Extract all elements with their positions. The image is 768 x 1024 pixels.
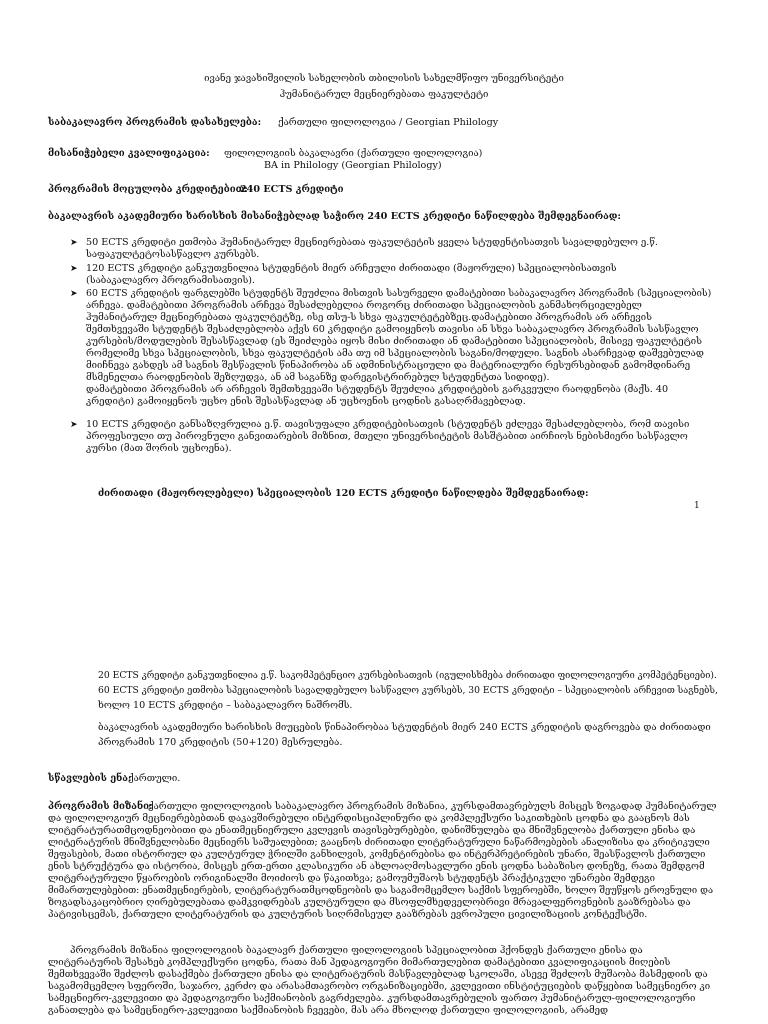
- faculty-name: ჰუმანიტარულ მეცნიერებათა ფაკულტეტი: [279, 89, 489, 100]
- volume-label: პროგრამის მოცულობა კრედიტებით:: [48, 184, 248, 195]
- breakdown-line-2: 60 ECTS კრედიტი ეთმობა სპეციალობის სავალდებულო სასწავლო კურსებს, 30 ECTS კრედიტი – სპეციალობის არჩევით საგნებს,: [98, 685, 718, 696]
- bullet-3-line-8: მსმენელთა რაოდენობის შეზღუდვა, ან ამ საგანზე დარეგისტრირებულ სტუდენტთა სიდიდე).: [86, 372, 550, 383]
- bullet-3-line-10: კრედიტი) გამოიყენოს უცხო ენის შესასწავლად ან უცხოენის ცოდნის გასაღრმავებლად.: [86, 396, 526, 407]
- goal-line-5: შეფასების, მათი ისტორიულ და კულტურულ ჭრილში განხილვის, კომენტირებისა და ინტერპრეტირების უნარი, შეასწავლოს ქართული: [48, 849, 706, 860]
- final-line-3: შემთხვევაში შეძლოს დასაქმება ქართული ენისა და ლიტერატურის მასწავლებლად სკოლაში, ასევე შეძლოს მუშაობა მასმედიის და: [48, 969, 708, 980]
- goal-label: პროგრამის მიზანი:: [48, 801, 153, 812]
- bullet-arrow-icon: ➤: [70, 264, 78, 274]
- bullet-3-line-4: შემთხვევაში სტუდენტს შესაძლებლობა აქვს 60 კრედიტი გამოიყენოს თავისი ან სხვა საბაკალავრო პროგრამის სასწავლო: [86, 324, 699, 335]
- bullet-4-line-3: კურსი (მათ შორის უცხოენა).: [86, 443, 232, 454]
- language-label: სწავლების ენა:: [48, 773, 132, 784]
- final-line-6: განათლება და სამეცნიერო-კვლევითი საქმიანობის ჩვევები, მას არა მხოლოდ ქართული ფილოლოგიის, არამედ: [48, 1005, 609, 1016]
- distribution-heading: ბაკალავრის აკადემიური ხარისხის მისანიჭებლად საჭირო 240 ECTS კრედიტი ნაწილდება შემდეგნაირად:: [48, 211, 621, 222]
- completion-line-2: პროგრამის 170 კრედიტის (50+120) მესრულება.: [98, 737, 343, 748]
- bullet-3-line-3: ჰუმანიტარულ მეცნიერებათა ფაკულტეტზე, ისე თსუ-ს სხვა ფაკულტეტებზეც.დამატებითი პროგრამის არ არჩევის: [86, 312, 652, 323]
- bullet-1-line-1: 50 ECTS კრედიტი ეთმობა ჰუმანიტარულ მეცნიერებათა ფაკულტეტის ყველა სტუდენტისათვის სავალდებულო ე.წ.: [86, 237, 658, 248]
- major-heading: ძირითადი (მაჟოროლებელი) სპეციალობის 120 ECTS კრედიტი ნაწილდება შემდეგნაირად:: [98, 488, 589, 499]
- goal-line-1: ქართული ფილოლოგიის საბაკალავრო პროგრამის მიზანია, კურსდამთავრებულს მისცეს ზოგადად ჰუმანიტარულ: [148, 801, 717, 812]
- bullet-4-line-2: პროფესიული თუ პიროვნული განვითარების მიზნით, მთელი უნივერსიტეტის მასშტაბით აირჩიოს ნებისმიერი სასწავლო: [86, 431, 688, 442]
- page-number: 1: [694, 501, 700, 511]
- goal-line-8: მიმართულებებით: ენათმეცნიერების, ლიტერატურათმცოდნეობის და საგამომცემლო საქმის სფეროებში, ხოლო შეუწყოს ეროვნული და: [48, 885, 714, 896]
- bullet-1-line-2: საფაკულტეტოსასწავლო კურსებს.: [86, 249, 260, 260]
- goal-line-6: ენის სტრუქტურა და ისტორია, მისცეს ერთ-ერთი კლასიკური ან ახლოაღმოსავლური ენის ცოდნა საბაზისო დონეზე, რათა შემდგომ: [48, 861, 705, 872]
- bullet-arrow-icon: ➤: [70, 420, 78, 430]
- bullet-4-line-1: 10 ECTS კრედიტი განსაზღვრულია ე.წ. თავისუფალი კრედიტებისათვის (სტუდენტს ეძლევა შესაძლებლობა, რომ თავისი: [86, 419, 690, 430]
- bullet-2-line-1: 120 ECTS კრედიტი განკუთვნილია სტუდენტის მიერ არჩეული ძირითადი (მაჟორული) სპეციალობისათვის: [86, 263, 617, 274]
- volume-value: 240 ECTS კრედიტი: [240, 184, 344, 195]
- goal-line-2: და ფილოლოგიურ მეცნიერებებთან დაკავშირებული ინტერდისციპლინური და კომპლექსური საკითხების ცოდნა და გააცნოს მას: [48, 813, 690, 824]
- final-line-5: სამეცნიერო-კვლევითი და პედაგოგიური საქმიანობის გაგრძელება. კურსდამთავრებულის ფართო ჰუმანიტარულ-ფილოლოგიური: [48, 993, 696, 1004]
- breakdown-line-1: 20 ECTS კრედიტი განკუთვნილია ე.წ. საკომპეტენციო კურსებისათვის (იგულისხმება ძირითადი ფილოლოგიური კომპეტენციები).: [98, 670, 717, 681]
- final-line-1: პროგრამის მიზანია ფილოლოგიის ბაკალავრ ქართული ფილოლოგიის სპეციალობით ჰქონდეს ქართული ენისა და: [70, 945, 643, 956]
- university-name: ივანე ჯავახიშვილის სახელობის თბილისის სახელმწიფო უნივერსიტეტი: [204, 73, 564, 84]
- qualification-label: მისანიჭებელი კვალიფიკაცია:: [48, 148, 210, 159]
- program-name-label: საბაკალავრო პროგრამის დასახელება:: [48, 117, 262, 128]
- language-value: ქართული.: [128, 773, 181, 784]
- bullet-3-line-9: დამატებითი პროგრამის არ არჩევის შემთხვევაში სტუდენტს შეუძლია კრედიტების გარკვეული რაოდენობა (მაქს. 40: [86, 384, 669, 395]
- bullet-3-line-7: მიიჩნევა გახდეს ამ საგნის შესწავლის წინაპირობა ან ადმინისტრაციული და მატერიალური რესურსებიდან გამომდინარე: [86, 360, 691, 371]
- bullet-3-line-2: არჩევა. დამატებითი პროგრამის არჩევა შესაძლებელია როგორც ძირითადი სპეციალობის განმახორციელებელ: [86, 300, 642, 311]
- final-line-2: ლიტერატურის შესახებ კომპლექსური ცოდნა, რათა მან პედაგოგიური მიმართულებით დამატებითი კვალიფიკაციის მიღების: [48, 957, 671, 968]
- goal-line-9: ზოგადსაკაცობრიო ღირებულებათა დამკვიდრებას კულტურული და მსოფლმხედველობრივი მრავალფეროვნების გააზრებასა და: [48, 897, 691, 908]
- program-name-value: ქართული ფილოლოგია / Georgian Philology: [278, 117, 499, 128]
- final-line-4: საგამომცემლო სფეროში, საჯარო, კერძო და არასამთავრობო ორგანიზაციებში, კვლევითი ინსტიტუციების დაწყებით სამეცნიერო კი: [48, 981, 711, 992]
- goal-line-10: პატივისცემას, ქართული ლიტერატურის და კულტურის სიღრმისეულ გააზრებას ევროპული ცივილიზაციის კონტექსტში.: [48, 909, 648, 920]
- completion-line-1: ბაკალავრის აკადემიური ხარისხის მიუცების წინაპირობაა სტუდენტის მიერ 240 ECTS კრედიტის დაგროვება და ძირითადი: [98, 722, 711, 733]
- qualification-value-en: BA in Philology (Georgian Philology): [264, 160, 442, 171]
- bullet-arrow-icon: ➤: [70, 238, 78, 248]
- bullet-3-line-6: რომელიმე სხვა სპეციალობის, სხვა ფაკულტეტის ამა თუ იმ სპეციალობის საგანი/მოდული. საგნის ასარჩევად დაშვებულად: [86, 348, 704, 359]
- breakdown-line-3: ხოლო 10 ECTS კრედიტი – საბაკალავრო ნაშრომს.: [98, 700, 353, 711]
- bullet-arrow-icon: ➤: [70, 289, 78, 299]
- goal-line-3: ლიტერატურათმცოდნეობითი და ენათმეცნიერული კვლევის თავისებურებები, დანიშნულება და მნიშვნელობა ქართული ენისა და: [48, 825, 696, 836]
- bullet-3-line-1: 60 ECTS კრედიტის ფარგლებში სტუდენტს შეუძლია მისთვის სასურველი დამატებითი საბაკალავრო პროგრამის (სპეციალობის): [86, 288, 712, 299]
- bullet-2-line-2: (საბაკალავრო პროგრამისათვის).: [86, 275, 256, 286]
- goal-line-7: ლიტერატურული წყაროების ორიგინალში მოიძიოს და წაკითხვა; გამოუმუშაოს სტუდენტს პრაქტიკული უნარები შემდეგი: [48, 873, 655, 884]
- qualification-value: ფილოლოგიის ბაკალავრი (ქართული ფილოლოგია): [224, 148, 483, 159]
- goal-line-4: ლიტერატურის მნიშვნელობანი მეცნიერს საშუალებით; გააცნოს ძირითადი ლიტერატურული ნაწარმოებების ანალიზისა და კრიტიკული: [48, 837, 710, 848]
- bullet-3-line-5: კურსების/მოდულების შესასწავლად (ეს შეიძლება იყოს მისი ძირითადი ან დამატებითი სპეციალობის, მისივე ფაკულტეტის: [86, 336, 702, 347]
